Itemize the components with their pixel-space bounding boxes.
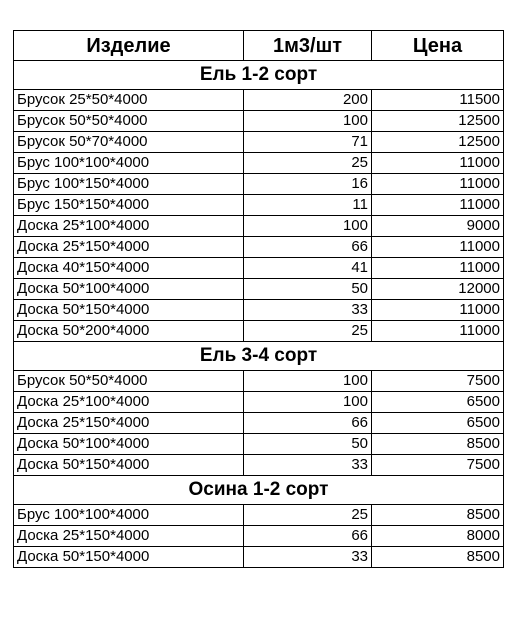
table-row bbox=[14, 174, 504, 195]
product-name-cell: Брус 100*100*4000 bbox=[14, 153, 244, 174]
product-name-cell: Брус 150*150*4000 bbox=[14, 195, 244, 216]
qty-cell: 33 bbox=[244, 300, 372, 321]
qty-cell: 100 bbox=[244, 111, 372, 132]
product-name-cell: Доска 50*150*4000 bbox=[14, 300, 244, 321]
table-row bbox=[14, 153, 504, 174]
table-row bbox=[14, 505, 504, 526]
section-title: Ель 3-4 сорт bbox=[14, 342, 504, 371]
section-row bbox=[14, 61, 504, 90]
table-row bbox=[14, 237, 504, 258]
price-cell: 6500 bbox=[372, 392, 504, 413]
qty-cell: 66 bbox=[244, 413, 372, 434]
product-name-cell: Доска 40*150*4000 bbox=[14, 258, 244, 279]
qty-cell: 66 bbox=[244, 237, 372, 258]
table-row bbox=[14, 547, 504, 568]
table-row bbox=[14, 300, 504, 321]
qty-cell: 33 bbox=[244, 455, 372, 476]
product-name-cell: Брусок 50*70*4000 bbox=[14, 132, 244, 153]
price-cell: 11000 bbox=[372, 195, 504, 216]
price-table-body bbox=[14, 61, 504, 568]
qty-cell: 11 bbox=[244, 195, 372, 216]
price-cell: 11000 bbox=[372, 174, 504, 195]
qty-cell: 50 bbox=[244, 434, 372, 455]
table-row bbox=[14, 90, 504, 111]
table-row bbox=[14, 455, 504, 476]
product-name-cell: Брус 100*150*4000 bbox=[14, 174, 244, 195]
qty-cell: 71 bbox=[244, 132, 372, 153]
section-row bbox=[14, 476, 504, 505]
product-name-cell: Доска 25*150*4000 bbox=[14, 237, 244, 258]
product-name-cell: Брусок 25*50*4000 bbox=[14, 90, 244, 111]
product-name-cell: Доска 25*150*4000 bbox=[14, 526, 244, 547]
table-row bbox=[14, 132, 504, 153]
price-cell: 8000 bbox=[372, 526, 504, 547]
section-title: Осина 1-2 сорт bbox=[14, 476, 504, 505]
qty-cell: 50 bbox=[244, 279, 372, 300]
table-row bbox=[14, 413, 504, 434]
qty-cell: 100 bbox=[244, 392, 372, 413]
qty-cell: 16 bbox=[244, 174, 372, 195]
product-name-cell: Доска 50*200*4000 bbox=[14, 321, 244, 342]
table-row bbox=[14, 216, 504, 237]
price-cell: 11000 bbox=[372, 153, 504, 174]
price-cell: 11000 bbox=[372, 321, 504, 342]
price-cell: 7500 bbox=[372, 371, 504, 392]
price-cell: 7500 bbox=[372, 455, 504, 476]
header-row bbox=[14, 31, 504, 61]
price-cell: 11500 bbox=[372, 90, 504, 111]
header-qty: 1м3/шт bbox=[244, 31, 372, 61]
price-cell: 12500 bbox=[372, 111, 504, 132]
product-name-cell: Доска 50*150*4000 bbox=[14, 455, 244, 476]
price-cell: 8500 bbox=[372, 434, 504, 455]
qty-cell: 33 bbox=[244, 547, 372, 568]
table-row bbox=[14, 258, 504, 279]
qty-cell: 41 bbox=[244, 258, 372, 279]
price-cell: 11000 bbox=[372, 237, 504, 258]
table-row bbox=[14, 321, 504, 342]
product-name-cell: Доска 50*100*4000 bbox=[14, 434, 244, 455]
qty-cell: 200 bbox=[244, 90, 372, 111]
header-price: Цена bbox=[372, 31, 504, 61]
product-name-cell: Доска 50*150*4000 bbox=[14, 547, 244, 568]
qty-cell: 100 bbox=[244, 216, 372, 237]
price-table bbox=[13, 30, 504, 568]
price-cell: 12500 bbox=[372, 132, 504, 153]
product-name-cell: Брусок 50*50*4000 bbox=[14, 371, 244, 392]
price-cell: 9000 bbox=[372, 216, 504, 237]
table-row bbox=[14, 526, 504, 547]
table-row bbox=[14, 392, 504, 413]
section-title: Ель 1-2 сорт bbox=[14, 61, 504, 90]
table-row bbox=[14, 111, 504, 132]
header-product: Изделие bbox=[14, 31, 244, 61]
table-row bbox=[14, 434, 504, 455]
product-name-cell: Брусок 50*50*4000 bbox=[14, 111, 244, 132]
product-name-cell: Доска 50*100*4000 bbox=[14, 279, 244, 300]
price-cell: 12000 bbox=[372, 279, 504, 300]
qty-cell: 25 bbox=[244, 153, 372, 174]
table-row bbox=[14, 195, 504, 216]
qty-cell: 25 bbox=[244, 505, 372, 526]
price-cell: 11000 bbox=[372, 258, 504, 279]
price-cell: 8500 bbox=[372, 547, 504, 568]
price-cell: 8500 bbox=[372, 505, 504, 526]
product-name-cell: Брус 100*100*4000 bbox=[14, 505, 244, 526]
price-cell: 11000 bbox=[372, 300, 504, 321]
product-name-cell: Доска 25*150*4000 bbox=[14, 413, 244, 434]
qty-cell: 100 bbox=[244, 371, 372, 392]
qty-cell: 66 bbox=[244, 526, 372, 547]
table-row bbox=[14, 371, 504, 392]
section-row bbox=[14, 342, 504, 371]
qty-cell: 25 bbox=[244, 321, 372, 342]
product-name-cell: Доска 25*100*4000 bbox=[14, 216, 244, 237]
table-row bbox=[14, 279, 504, 300]
price-cell: 6500 bbox=[372, 413, 504, 434]
product-name-cell: Доска 25*100*4000 bbox=[14, 392, 244, 413]
